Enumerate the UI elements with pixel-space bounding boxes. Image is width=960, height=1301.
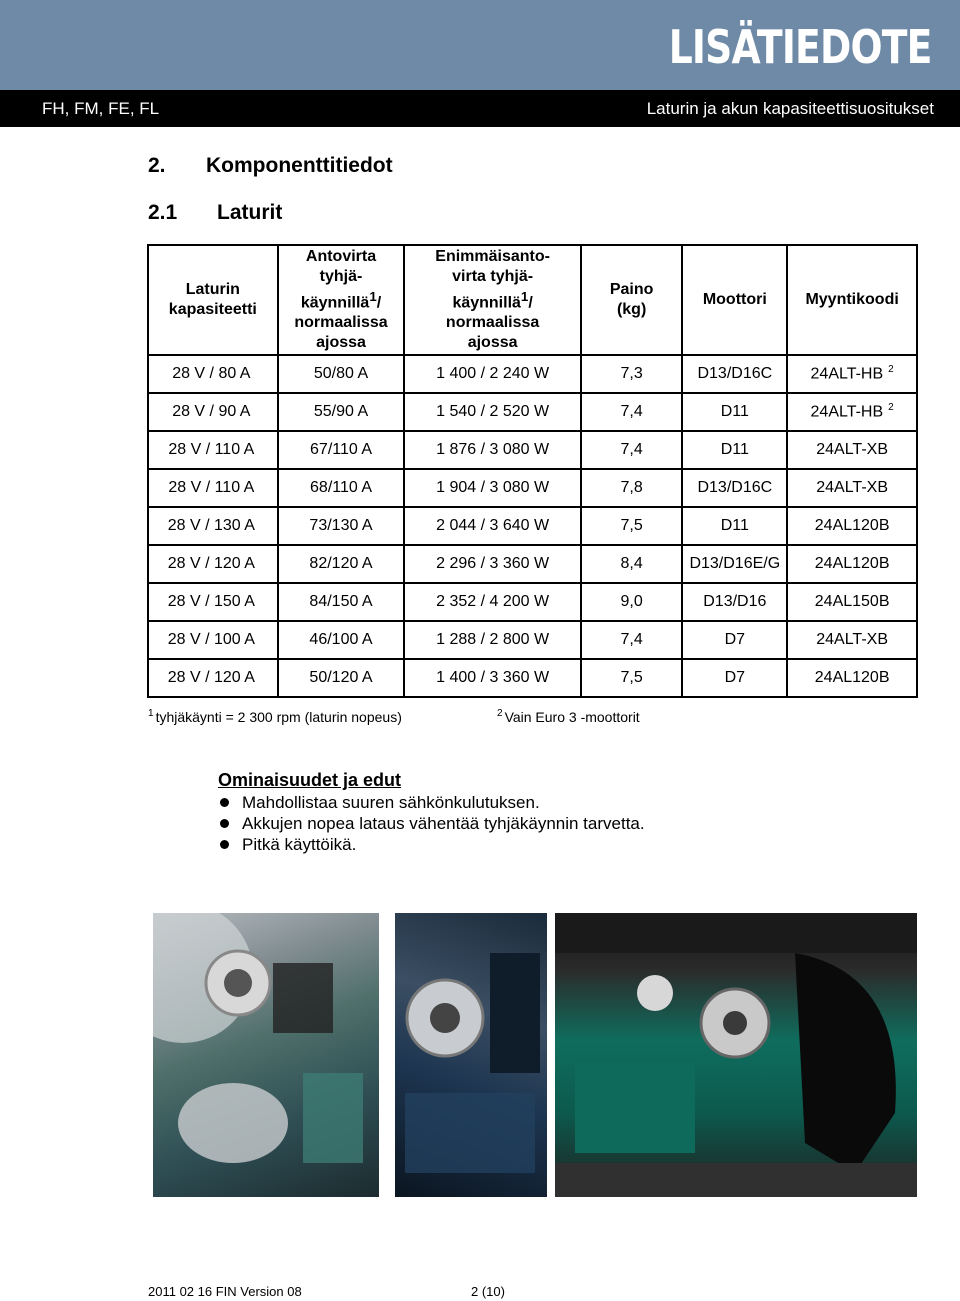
- features-list: [218, 792, 645, 855]
- cell-capacity-text: 28 V / 110 A: [168, 479, 255, 496]
- cell-weight-text: 7,3: [620, 365, 643, 382]
- alternator-photo-2: [395, 913, 547, 1197]
- cell-capacity-text: 28 V / 150 A: [167, 593, 255, 610]
- table-row: [148, 507, 917, 545]
- subsection-heading: [148, 201, 282, 225]
- cell-max-output-text: 2 296 / 3 360 W: [436, 555, 550, 572]
- cell-engine-text: D13/D16C: [697, 479, 773, 496]
- footnote-1-text: tyhjäkäynti = 2 300 rpm (laturin nopeus): [155, 709, 402, 725]
- cell-engine: [682, 545, 787, 583]
- cell-current: [278, 659, 405, 697]
- feature-text: Akkujen nopea lataus vähentää tyhjäkäynnin tarvetta.: [242, 814, 645, 833]
- cell-current: [278, 545, 405, 583]
- cell-sales-code: [787, 507, 917, 545]
- header-max-output: Enimmäisanto- virta tyhjä- käynnillä$^1$/ normaalissa ajossa: [404, 245, 580, 355]
- alternator-photo-3-art: [555, 913, 917, 1197]
- cell-current-text: 46/100 A: [309, 631, 373, 648]
- cell-sales-code: [787, 469, 917, 507]
- cell-capacity-text: 28 V / 130 A: [167, 517, 255, 534]
- alternator-table: [147, 244, 918, 698]
- section-title: Komponenttitiedot: [206, 154, 393, 177]
- cell-engine: [682, 659, 787, 697]
- cell-weight: [581, 583, 683, 621]
- cell-engine-text: D7: [724, 669, 746, 686]
- cell-capacity-text: 28 V / 80 A: [172, 365, 251, 382]
- cell-weight: [581, 545, 683, 583]
- alternator-photo-1: [153, 913, 379, 1197]
- cell-current: [278, 393, 405, 431]
- cell-current-text: 67/110 A: [310, 441, 372, 458]
- cell-current: [278, 507, 405, 545]
- version-label: 2011 02 16 FIN Version 08: [148, 1284, 302, 1299]
- cell-weight: [581, 393, 683, 431]
- cell-engine-text: D11: [720, 441, 749, 458]
- table-row: [148, 469, 917, 507]
- cell-capacity: [148, 469, 278, 507]
- cell-max-output-text: 2 352 / 4 200 W: [436, 593, 550, 610]
- list-item: [218, 792, 645, 813]
- cell-weight: [581, 431, 683, 469]
- header-banner: [0, 0, 960, 90]
- cell-capacity: [148, 659, 278, 697]
- cell-sales-code-text: 24ALT-XB: [816, 479, 888, 496]
- table-row: [148, 583, 917, 621]
- alternator-photo-3: [555, 913, 917, 1197]
- table-row: [148, 545, 917, 583]
- cell-weight: [581, 469, 683, 507]
- cell-capacity-text: 28 V / 120 A: [167, 555, 255, 572]
- cell-max-output: [404, 583, 580, 621]
- cell-engine: [682, 507, 787, 545]
- header-capacity: Laturin kapasiteetti: [148, 245, 278, 355]
- subsection-number: 2.1: [148, 201, 178, 224]
- cell-sales-code: [787, 659, 917, 697]
- cell-capacity-text: 28 V / 110 A: [168, 441, 255, 458]
- footnote-2-mark: 2: [497, 708, 503, 719]
- alternator-photo-2-art: [395, 913, 547, 1197]
- bullet-icon: [220, 819, 229, 828]
- cell-sales-code-text: 24ALT-HB: [810, 403, 884, 421]
- cell-max-output: [404, 545, 580, 583]
- list-item: [218, 834, 645, 855]
- footnote-2-text: Vain Euro 3 -moottorit: [504, 709, 640, 725]
- cell-sales-code: [787, 545, 917, 583]
- features-title: Ominaisuudet ja edut: [218, 770, 402, 790]
- footnote-mark: 2: [888, 364, 894, 376]
- cell-sales-code: [787, 393, 917, 431]
- cell-current: [278, 621, 405, 659]
- models-label: FH, FM, FE, FL: [42, 99, 160, 118]
- cell-sales-code-text: 24AL150B: [814, 593, 890, 610]
- feature-text: Mahdollistaa suuren sähkönkulutuksen.: [242, 793, 540, 812]
- alternator-photo-1-art: [153, 913, 379, 1197]
- cell-weight: [581, 355, 683, 393]
- cell-current-text: 50/80 A: [313, 365, 369, 382]
- cell-capacity-text: 28 V / 100 A: [167, 631, 255, 648]
- cell-engine: [682, 583, 787, 621]
- cell-sales-code-text: 24AL120B: [814, 555, 890, 572]
- cell-current-text: 50/120 A: [309, 669, 373, 686]
- cell-engine-text: D13/D16E/G: [689, 555, 781, 572]
- header-weight: Paino (kg): [581, 245, 683, 355]
- cell-current: [278, 355, 405, 393]
- cell-sales-code-text: 24AL120B: [814, 517, 890, 534]
- subject-label: Laturin ja akun kapasiteettisuositukset: [646, 99, 934, 118]
- page-footer: [148, 1284, 505, 1299]
- cell-sales-code: [787, 583, 917, 621]
- cell-sales-code-text: 24ALT-XB: [816, 631, 888, 648]
- cell-sales-code-text: 24ALT-XB: [816, 441, 888, 458]
- cell-capacity: [148, 507, 278, 545]
- cell-weight-text: 9,0: [620, 593, 643, 610]
- header-sales-code: Myyntikoodi: [787, 245, 917, 355]
- cell-weight-text: 7,5: [620, 669, 643, 686]
- cell-max-output: [404, 431, 580, 469]
- cell-weight-text: 7,4: [620, 441, 643, 458]
- cell-weight: [581, 659, 683, 697]
- cell-max-output: [404, 621, 580, 659]
- cell-max-output-text: 1 904 / 3 080 W: [436, 479, 550, 496]
- cell-engine: [682, 431, 787, 469]
- cell-capacity: [148, 621, 278, 659]
- cell-sales-code: [787, 355, 917, 393]
- cell-max-output: [404, 355, 580, 393]
- table-row: [148, 431, 917, 469]
- cell-engine-text: D11: [720, 403, 749, 420]
- cell-sales-code-text: 24AL120B: [814, 669, 890, 686]
- feature-text: Pitkä käyttöikä.: [242, 835, 357, 854]
- bullet-icon: [220, 840, 229, 849]
- cell-max-output-text: 1 288 / 2 800 W: [436, 631, 550, 648]
- cell-capacity: [148, 393, 278, 431]
- cell-engine: [682, 393, 787, 431]
- cell-engine: [682, 355, 787, 393]
- brand-title: LISÄTIEDOTE: [669, 20, 932, 74]
- footnote-1-mark: 1: [148, 708, 154, 719]
- header-output-current: Antovirta tyhjä- käynnillä$^1$/ normaalissa ajossa: [278, 245, 405, 355]
- cell-weight-text: 7,5: [620, 517, 643, 534]
- cell-current: [278, 431, 405, 469]
- header-bar: [0, 90, 960, 127]
- cell-capacity-text: 28 V / 90 A: [172, 403, 251, 420]
- cell-max-output: [404, 393, 580, 431]
- table-row: [148, 659, 917, 697]
- cell-max-output: [404, 659, 580, 697]
- footnote-2: [497, 708, 640, 725]
- cell-current: [278, 469, 405, 507]
- cell-capacity: [148, 545, 278, 583]
- cell-engine-text: D13/D16: [703, 593, 767, 610]
- cell-current: [278, 583, 405, 621]
- cell-engine-text: D11: [720, 517, 749, 534]
- cell-weight-text: 8,4: [620, 555, 643, 572]
- cell-capacity: [148, 431, 278, 469]
- cell-max-output: [404, 469, 580, 507]
- cell-capacity: [148, 583, 278, 621]
- section-number: 2.: [148, 154, 166, 177]
- table-row: [148, 355, 917, 393]
- cell-sales-code: [787, 621, 917, 659]
- cell-capacity: [148, 355, 278, 393]
- cell-weight: [581, 507, 683, 545]
- header-engine: Moottori: [682, 245, 787, 355]
- page-number: 2 (10): [471, 1284, 505, 1299]
- features-section: [218, 770, 645, 855]
- cell-sales-code: [787, 431, 917, 469]
- section-heading: [148, 154, 393, 178]
- cell-current-text: 73/130 A: [309, 517, 373, 534]
- list-item: [218, 813, 645, 834]
- cell-max-output-text: 2 044 / 3 640 W: [436, 517, 550, 534]
- cell-engine: [682, 621, 787, 659]
- table-header-row: [148, 245, 917, 355]
- cell-max-output-text: 1 400 / 3 360 W: [436, 669, 550, 686]
- bullet-icon: [220, 798, 229, 807]
- subsection-title: Laturit: [217, 201, 283, 224]
- table-row: [148, 393, 917, 431]
- footnote-1: [148, 708, 402, 725]
- cell-max-output-text: 1 540 / 2 520 W: [436, 403, 550, 420]
- cell-weight-text: 7,4: [620, 403, 643, 420]
- cell-engine: [682, 469, 787, 507]
- cell-current-text: 82/120 A: [309, 555, 373, 572]
- cell-max-output-text: 1 400 / 2 240 W: [436, 365, 550, 382]
- cell-weight: [581, 621, 683, 659]
- cell-current-text: 55/90 A: [313, 403, 369, 420]
- cell-max-output: [404, 507, 580, 545]
- cell-current-text: 84/150 A: [309, 593, 373, 610]
- cell-weight-text: 7,4: [620, 631, 643, 648]
- cell-current-text: 68/110 A: [310, 479, 372, 496]
- cell-engine-text: D13/D16C: [697, 365, 773, 382]
- cell-max-output-text: 1 876 / 3 080 W: [436, 441, 550, 458]
- cell-capacity-text: 28 V / 120 A: [167, 669, 255, 686]
- cell-sales-code-text: 24ALT-HB: [810, 365, 884, 383]
- table-row: [148, 621, 917, 659]
- footnote-mark: 2: [888, 402, 894, 414]
- cell-engine-text: D7: [724, 631, 746, 648]
- cell-weight-text: 7,8: [620, 479, 643, 496]
